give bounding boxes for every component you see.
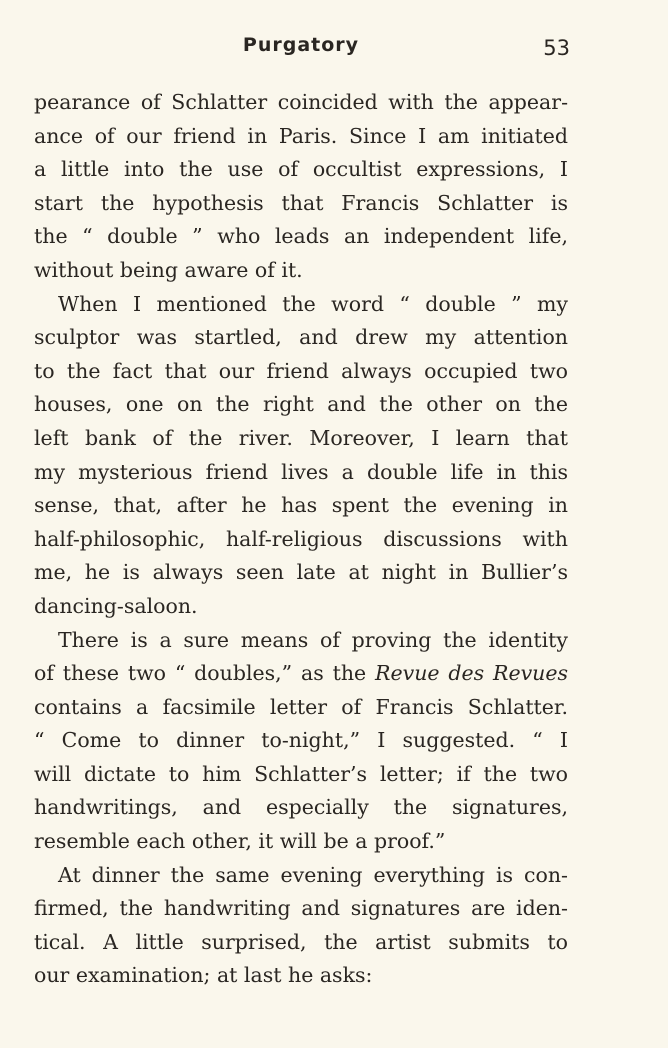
- page-number: 53: [543, 36, 570, 60]
- text-line: sense, that, after he has spent the evening in: [34, 493, 568, 518]
- text-line: tical. A little surprised, the artist submits to: [34, 929, 568, 954]
- text-line: half-philosophic, half-religious discussions with: [34, 526, 568, 551]
- text-line: to the fact that our friend always occupied two: [34, 358, 568, 383]
- text-line: will dictate to him Schlatter’s letter; if the two: [34, 761, 568, 786]
- text-line: without being aware of it.: [34, 257, 303, 282]
- line-text-segment: of these two “ doubles,” as the: [34, 661, 376, 686]
- running-head: [34, 34, 568, 68]
- text-line: houses, one on the right and the other on the: [34, 392, 568, 417]
- text-line: resemble each other, it will be a proof.”: [34, 829, 446, 854]
- book-page: [34, 0, 568, 1048]
- text-line: our examination; at last he asks:: [34, 963, 373, 988]
- text-line: the “ double ” who leads an independent life,: [34, 224, 568, 249]
- text-line: ance of our friend in Paris. Since I am initiated: [34, 123, 568, 148]
- text-line: left bank of the river. Moreover, I learn that: [34, 425, 568, 450]
- text-line: me, he is always seen late at night in Bullier’s: [34, 560, 568, 585]
- text-line-with-italic: [34, 657, 568, 691]
- text-line: “ Come to dinner to-night,” I suggested. “ I: [34, 728, 568, 753]
- text-line: a little into the use of occultist expressions, I: [34, 157, 568, 182]
- text-line: my mysterious friend lives a double life in this: [34, 459, 568, 484]
- journal-title-italic: Revue des Revues: [375, 661, 569, 686]
- text-line: start the hypothesis that Francis Schlatter is: [34, 190, 568, 215]
- text-line: pearance of Schlatter coincided with the appear-: [34, 90, 568, 114]
- paragraph-start-line: When I mentioned the word “ double ” my: [58, 291, 568, 316]
- running-title: Purgatory: [242, 34, 360, 56]
- text-line: dancing-saloon.: [34, 593, 198, 618]
- text-line: sculptor was startled, and drew my attention: [34, 325, 568, 350]
- paragraph-start-line: At dinner the same evening everything is con-: [58, 862, 568, 887]
- paragraph-start-line: There is a sure means of proving the identity: [58, 627, 568, 652]
- text-line: firmed, the handwriting and signatures are iden-: [34, 896, 568, 921]
- body-text: [34, 86, 568, 993]
- text-line: handwritings, and especially the signatures,: [34, 795, 568, 820]
- text-line: contains a facsimile letter of Francis Schlatter.: [34, 694, 568, 719]
